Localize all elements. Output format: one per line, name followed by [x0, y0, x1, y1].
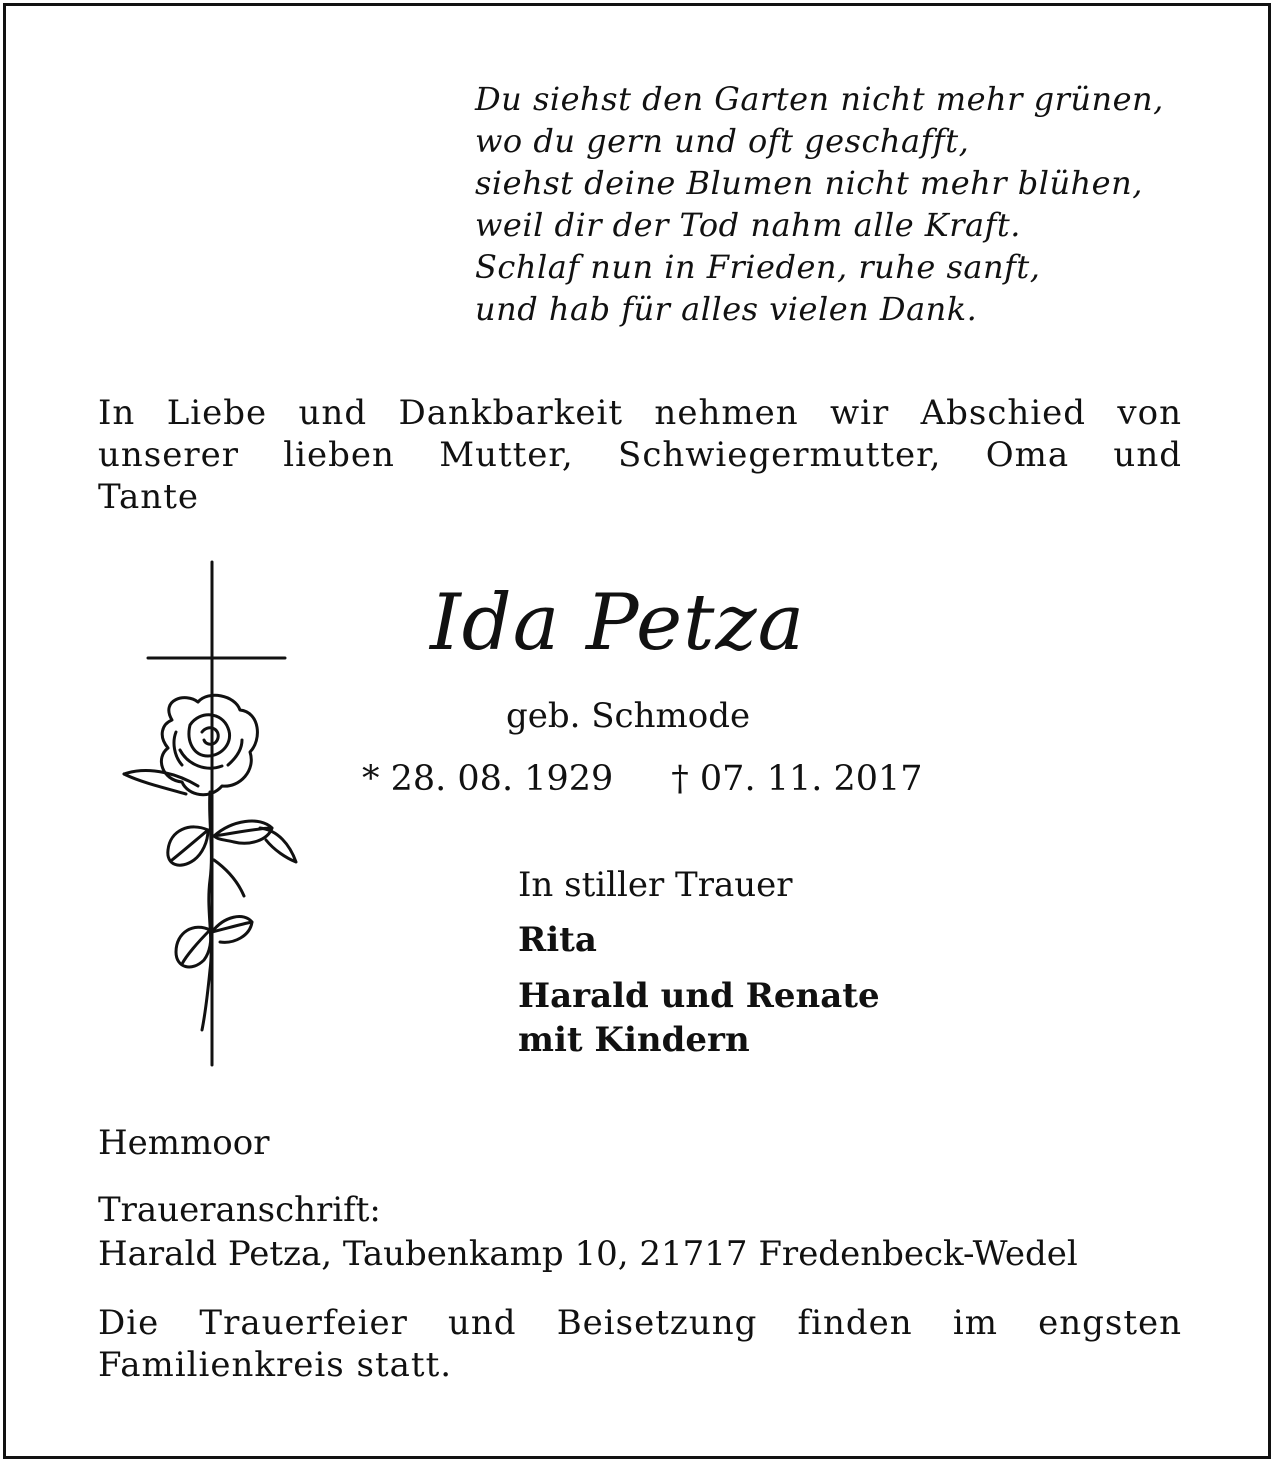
mourner-name: Harald und Renate: [518, 976, 880, 1016]
poem-line: siehst deine Blumen nicht mehr blühen,: [475, 164, 1143, 202]
poem-line: Du siehst den Garten nicht mehr grünen,: [475, 80, 1164, 118]
poem-line: und hab für alles vielen Dank.: [475, 290, 978, 328]
intro-line: In Liebe und Dankbarkeit nehmen wir Abschied von: [98, 393, 1182, 433]
mourner-name: Rita: [518, 920, 597, 960]
mourner-name: mit Kindern: [518, 1020, 750, 1060]
address-label: Traueranschrift:: [98, 1190, 381, 1230]
mourners-list: [518, 918, 880, 1062]
place-name: Hemmoor: [98, 1123, 270, 1163]
intro-text: [98, 392, 1182, 518]
birth-name: geb. Schmode: [506, 696, 751, 736]
birth-date: * 28. 08. 1929: [362, 759, 614, 799]
poem-line: weil dir der Tod nahm alle Kraft.: [475, 206, 1021, 244]
closing-line: Die Trauerfeier und Beisetzung finden im engsten: [98, 1303, 1182, 1343]
life-dates: [362, 756, 923, 802]
intro-line: unserer lieben Mutter, Schwiegermutter, Oma und: [98, 435, 1182, 475]
mourning-heading: In stiller Trauer: [518, 865, 793, 905]
closing-line: Familienkreis statt.: [98, 1345, 453, 1385]
deceased-name: Ida Petza: [430, 578, 806, 668]
cross-with-rose-icon: [110, 560, 310, 1070]
intro-line: Tante: [98, 477, 199, 517]
address-line: Harald Petza, Taubenkamp 10, 21717 Fredenbeck-Wedel: [98, 1234, 1078, 1274]
poem-line: wo du gern und oft geschafft,: [475, 122, 970, 160]
poem: [475, 78, 1235, 330]
closing-text: [98, 1302, 1182, 1386]
death-date: † 07. 11. 2017: [671, 759, 923, 799]
mourning-address: [98, 1188, 1078, 1276]
poem-line: Schlaf nun in Frieden, ruhe sanft,: [475, 248, 1041, 286]
